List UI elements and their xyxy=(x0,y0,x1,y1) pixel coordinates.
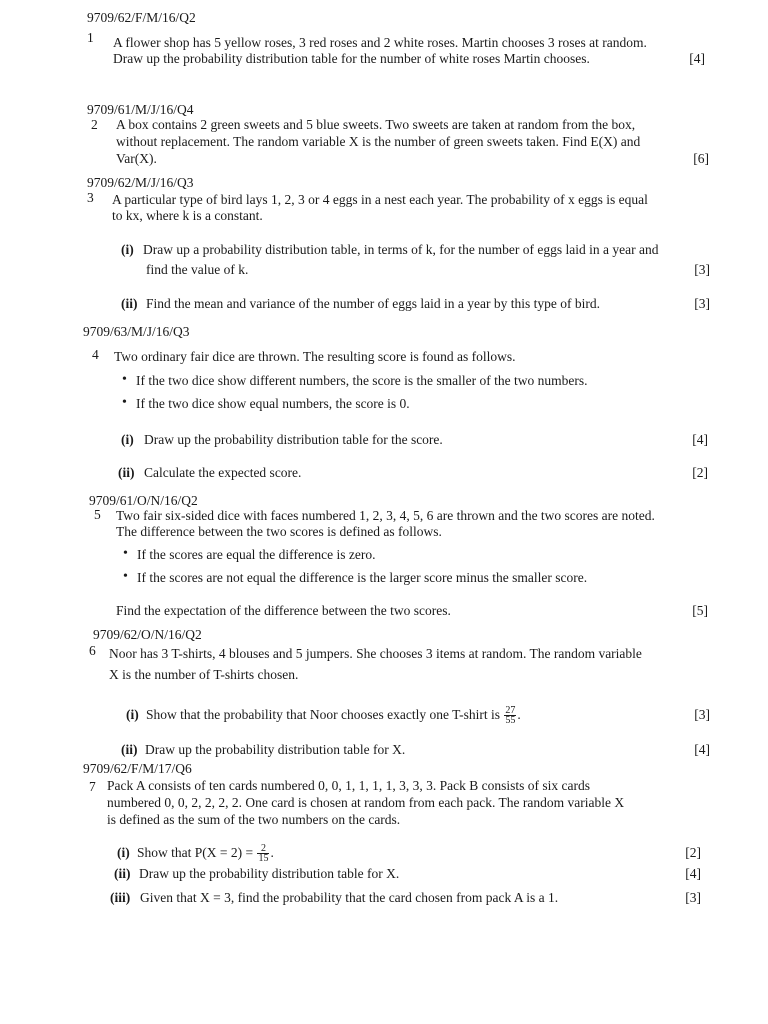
part-label: (i) xyxy=(126,707,139,722)
question-code: 9709/61/O/N/16/Q2 xyxy=(89,493,198,508)
part-label: (ii) xyxy=(114,866,131,881)
part-label: (ii) xyxy=(118,465,135,480)
part-text-line: Draw up the probability distribution table for the score. xyxy=(144,432,443,447)
marks: [5] xyxy=(692,603,708,618)
marks: [3] xyxy=(694,296,710,311)
question-code: 9709/62/F/M/16/Q2 xyxy=(87,10,196,25)
question-text-line: Two ordinary fair dice are thrown. The resulting score is found as follows. xyxy=(114,349,516,364)
question-text-line: Noor has 3 T-shirts, 4 blouses and 5 jumpers. She chooses 3 items at random. The random variable xyxy=(109,646,642,661)
part-text-line: Given that X = 3, find the probability that the card chosen from pack A is a 1. xyxy=(140,890,559,905)
marks: [3] xyxy=(685,890,701,905)
fraction-numerator: 2 xyxy=(257,844,269,854)
marks: [6] xyxy=(693,151,709,166)
question-text-line: X is the number of T-shirts chosen. xyxy=(109,667,299,682)
question-number: 1 xyxy=(87,30,94,45)
marks: [3] xyxy=(694,707,710,722)
question-number: 5 xyxy=(94,507,101,522)
question-text-line: The difference between the two scores is defined as follows. xyxy=(116,524,442,539)
marks: [3] xyxy=(694,262,710,277)
question-number: 4 xyxy=(92,347,99,362)
part-text: Show that P(X = 2) = xyxy=(137,845,254,860)
question-text-line: without replacement. The random variable X is the number of green sweets taken. Find E(X) and xyxy=(116,134,641,149)
question-text-line: Draw up the probability distribution table for the number of white roses Martin chooses. xyxy=(113,51,590,66)
part-label: (i) xyxy=(121,432,134,447)
part-label: (ii) xyxy=(121,742,138,757)
marks: [4] xyxy=(692,432,708,447)
bullet-text: If the two dice show equal numbers, the score is 0. xyxy=(136,396,410,411)
bullet-text: If the scores are equal the difference is zero. xyxy=(137,547,376,562)
part-text-line: find the value of k. xyxy=(146,262,249,277)
question-code: 9709/62/F/M/17/Q6 xyxy=(83,761,192,776)
bullet-text: If the two dice show different numbers, the score is the smaller of the two numbers. xyxy=(136,373,588,388)
bullet-text: If the scores are not equal the difference is the larger score minus the smaller score. xyxy=(137,570,588,585)
question-text-line: to kx, where k is a constant. xyxy=(112,208,263,223)
marks: [4] xyxy=(685,866,701,881)
question-text-line: numbered 0, 0, 2, 2, 2, 2. One card is chosen at random from each pack. The random variable X xyxy=(107,795,625,810)
marks: [4] xyxy=(689,51,705,66)
bullet-icon: • xyxy=(123,546,128,561)
question-code: 9709/63/M/J/16/Q3 xyxy=(83,324,190,339)
question-text-line: Var(X). xyxy=(116,151,157,166)
question-text-line: A particular type of bird lays 1, 2, 3 or 4 eggs in a nest each year. The probability of x eggs is equal xyxy=(112,192,648,207)
question-text-line: Pack A consists of ten cards numbered 0, 0, 1, 1, 1, 1, 3, 3, 3. Pack B consists of six cards xyxy=(107,778,590,793)
question-text-line: A flower shop has 5 yellow roses, 3 red roses and 2 white roses. Martin chooses 3 roses at random. xyxy=(113,35,647,50)
part-label: (ii) xyxy=(121,296,138,311)
fraction-numerator: 27 xyxy=(505,705,516,717)
bullet-icon: • xyxy=(122,395,127,410)
part-text-line: Draw up the probability distribution table for X. xyxy=(139,866,400,881)
question-number: 6 xyxy=(89,643,96,658)
part-text-line: Find the mean and variance of the number of eggs laid in a year by this type of bird. xyxy=(146,296,600,311)
marks: [2] xyxy=(692,465,708,480)
fraction-denominator: 55 xyxy=(505,715,516,727)
question-text-line: Two fair six-sided dice with faces numbered 1, 2, 3, 4, 5, 6 are thrown and the two scores are noted. xyxy=(116,508,655,523)
fraction xyxy=(257,844,269,863)
question-text-line: A box contains 2 green sweets and 5 blue sweets. Two sweets are taken at random from the box, xyxy=(116,117,636,132)
question-final-line: Find the expectation of the difference between the two scores. xyxy=(116,603,451,618)
part-text-line: Calculate the expected score. xyxy=(144,465,302,480)
fraction xyxy=(504,706,516,725)
question-code: 9709/62/O/N/16/Q2 xyxy=(93,627,202,642)
part-text-line: Draw up the probability distribution table for X. xyxy=(145,742,406,757)
bullet-icon: • xyxy=(123,569,128,584)
fraction-denominator: 15 xyxy=(258,853,269,865)
part-text-line: Show that P(X = 2) = $\frac{2}{15}$ . xyxy=(137,843,274,865)
marks: [4] xyxy=(694,742,710,757)
part-label: (i) xyxy=(121,242,134,257)
part-text-line: Show that the probability that Noor chooses exactly one T-shirt is $\frac{27}{55}$ . xyxy=(146,705,521,727)
question-text-line: is defined as the sum of the two numbers on the cards. xyxy=(107,812,401,827)
part-label: (i) xyxy=(117,845,130,860)
part-text: Show that the probability that Noor chooses exactly one T-shirt is xyxy=(146,707,500,722)
marks: [2] xyxy=(685,845,701,860)
part-label: (iii) xyxy=(110,890,131,905)
question-number: 2 xyxy=(91,117,98,132)
question-code: 9709/62/M/J/16/Q3 xyxy=(87,175,194,190)
question-code: 9709/61/M/J/16/Q4 xyxy=(87,102,194,117)
question-number: 3 xyxy=(87,190,94,205)
question-number: 7 xyxy=(89,779,96,794)
bullet-icon: • xyxy=(122,372,127,387)
part-text-line: Draw up a probability distribution table, in terms of k, for the number of eggs laid in a year and xyxy=(143,242,659,257)
